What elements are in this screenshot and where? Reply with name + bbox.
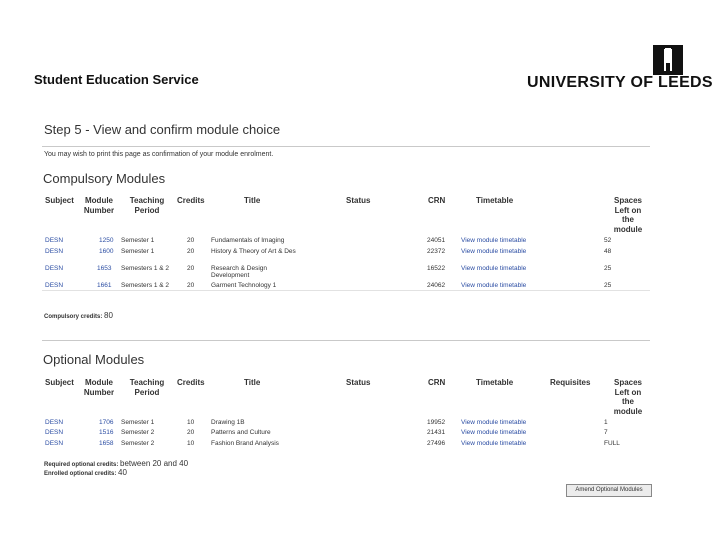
- compulsory-credits-summary: [44, 311, 113, 320]
- enrolled-credits-label: Enrolled optional credits:: [44, 471, 117, 477]
- col-header-timetable: Timetable: [476, 196, 514, 205]
- crn-cell: 22372: [427, 248, 446, 255]
- subject-cell: DESN: [45, 282, 64, 289]
- col-header-credits: Credits: [177, 378, 205, 387]
- enrolled-optional-credits: [44, 468, 127, 477]
- module-number-link[interactable]: 1250: [99, 237, 114, 244]
- page-title: Step 5 - View and confirm module choice: [44, 122, 281, 137]
- teaching-period-cell: Semester 2: [121, 440, 155, 447]
- compulsory-credits-value: 80: [104, 311, 113, 320]
- university-logo-text: UNIVERSITY OF LEEDS: [527, 74, 713, 91]
- spaces-cell: FULL: [604, 440, 620, 447]
- subject-cell: DESN: [45, 429, 64, 436]
- title-cell: Drawing 1B: [211, 419, 245, 426]
- view-timetable-link[interactable]: View module timetable: [461, 282, 527, 289]
- view-timetable-link[interactable]: View module timetable: [461, 429, 527, 436]
- col-header-title: Title: [244, 196, 261, 205]
- teaching-period-cell: Semesters 1 & 2: [121, 282, 170, 289]
- module-number-link[interactable]: 1600: [99, 248, 114, 255]
- divider: [42, 146, 650, 147]
- col-header-teaching: Teaching Period: [129, 196, 165, 215]
- col-header-status: Status: [346, 196, 371, 205]
- module-number-link[interactable]: 1661: [97, 282, 112, 289]
- teaching-period-cell: Semester 2: [121, 429, 155, 436]
- title-cell: Garment Technology 1: [211, 282, 277, 289]
- enrolled-credits-value: 40: [118, 468, 127, 477]
- title-cell: Patterns and Culture: [211, 429, 271, 436]
- col-header-credits: Credits: [177, 196, 205, 205]
- crn-cell: 16522: [427, 265, 446, 272]
- amend-optional-modules-button[interactable]: Amend Optional Modules: [566, 484, 652, 497]
- required-credits-label: Required optional credits:: [44, 462, 119, 468]
- view-timetable-link[interactable]: View module timetable: [461, 265, 527, 272]
- title-cell: Fashion Brand Analysis: [211, 440, 279, 447]
- title-cell: Research & Design Development: [211, 265, 267, 279]
- col-header-status: Status: [346, 378, 371, 387]
- credits-cell: 10: [187, 419, 195, 426]
- required-optional-credits: [44, 459, 188, 468]
- crn-cell: 24051: [427, 237, 446, 244]
- spaces-cell: 48: [604, 248, 612, 255]
- col-header-teaching: Teaching Period: [129, 378, 165, 397]
- module-number-link[interactable]: 1706: [99, 419, 114, 426]
- col-header-title: Title: [244, 378, 261, 387]
- col-header-requisites: Requisites: [550, 378, 591, 387]
- col-header-module: Module Number: [83, 378, 115, 397]
- university-crest-icon: [653, 45, 683, 75]
- spaces-cell: 7: [604, 429, 608, 436]
- divider: [42, 340, 650, 341]
- teaching-period-cell: Semester 1: [121, 419, 155, 426]
- spaces-cell: 52: [604, 237, 612, 244]
- col-header-module: Module Number: [83, 196, 115, 215]
- teaching-period-cell: Semester 1: [121, 237, 155, 244]
- module-number-link[interactable]: 1653: [97, 265, 112, 272]
- print-note: You may wish to print this page as confirmation of your module enrolment.: [44, 151, 274, 158]
- view-timetable-link[interactable]: View module timetable: [461, 440, 527, 447]
- required-credits-value: between 20 and 40: [120, 459, 189, 468]
- spaces-cell: 25: [604, 265, 612, 272]
- subject-cell: DESN: [45, 419, 64, 426]
- credits-cell: 20: [187, 248, 195, 255]
- credits-cell: 20: [187, 265, 195, 272]
- app-title: Student Education Service: [34, 72, 199, 87]
- subject-cell: DESN: [45, 440, 64, 447]
- compulsory-credits-label: Compulsory credits:: [44, 314, 103, 320]
- subject-cell: DESN: [45, 237, 64, 244]
- title-cell: History & Theory of Art & Des: [211, 248, 296, 255]
- subject-cell: DESN: [45, 248, 64, 255]
- credits-cell: 20: [187, 429, 195, 436]
- subject-cell: DESN: [45, 265, 64, 272]
- credits-cell: 20: [187, 282, 195, 289]
- module-number-link[interactable]: 1658: [99, 440, 114, 447]
- col-header-crn: CRN: [428, 196, 446, 205]
- col-header-spaces: Spaces Left on the module: [613, 196, 643, 234]
- title-cell: Fundamentals of Imaging: [211, 237, 285, 244]
- view-timetable-link[interactable]: View module timetable: [461, 237, 527, 244]
- crn-cell: 21431: [427, 429, 446, 436]
- spaces-cell: 1: [604, 419, 608, 426]
- col-header-crn: CRN: [428, 378, 446, 387]
- view-timetable-link[interactable]: View module timetable: [461, 248, 527, 255]
- col-header-spaces: Spaces Left on the module: [613, 378, 643, 416]
- crn-cell: 24062: [427, 282, 446, 289]
- compulsory-section-title: Compulsory Modules: [43, 171, 166, 186]
- view-timetable-link[interactable]: View module timetable: [461, 419, 527, 426]
- spaces-cell: 25: [604, 282, 612, 289]
- col-header-subject: Subject: [45, 196, 74, 205]
- table-bottom-divider: [42, 290, 650, 291]
- col-header-subject: Subject: [45, 378, 74, 387]
- credits-cell: 10: [187, 440, 195, 447]
- credits-cell: 20: [187, 237, 195, 244]
- teaching-period-cell: Semester 1: [121, 248, 155, 255]
- optional-section-title: Optional Modules: [43, 352, 145, 367]
- crn-cell: 27496: [427, 440, 446, 447]
- col-header-timetable: Timetable: [476, 378, 514, 387]
- crn-cell: 19952: [427, 419, 446, 426]
- module-number-link[interactable]: 1516: [99, 429, 114, 436]
- teaching-period-cell: Semesters 1 & 2: [121, 265, 170, 272]
